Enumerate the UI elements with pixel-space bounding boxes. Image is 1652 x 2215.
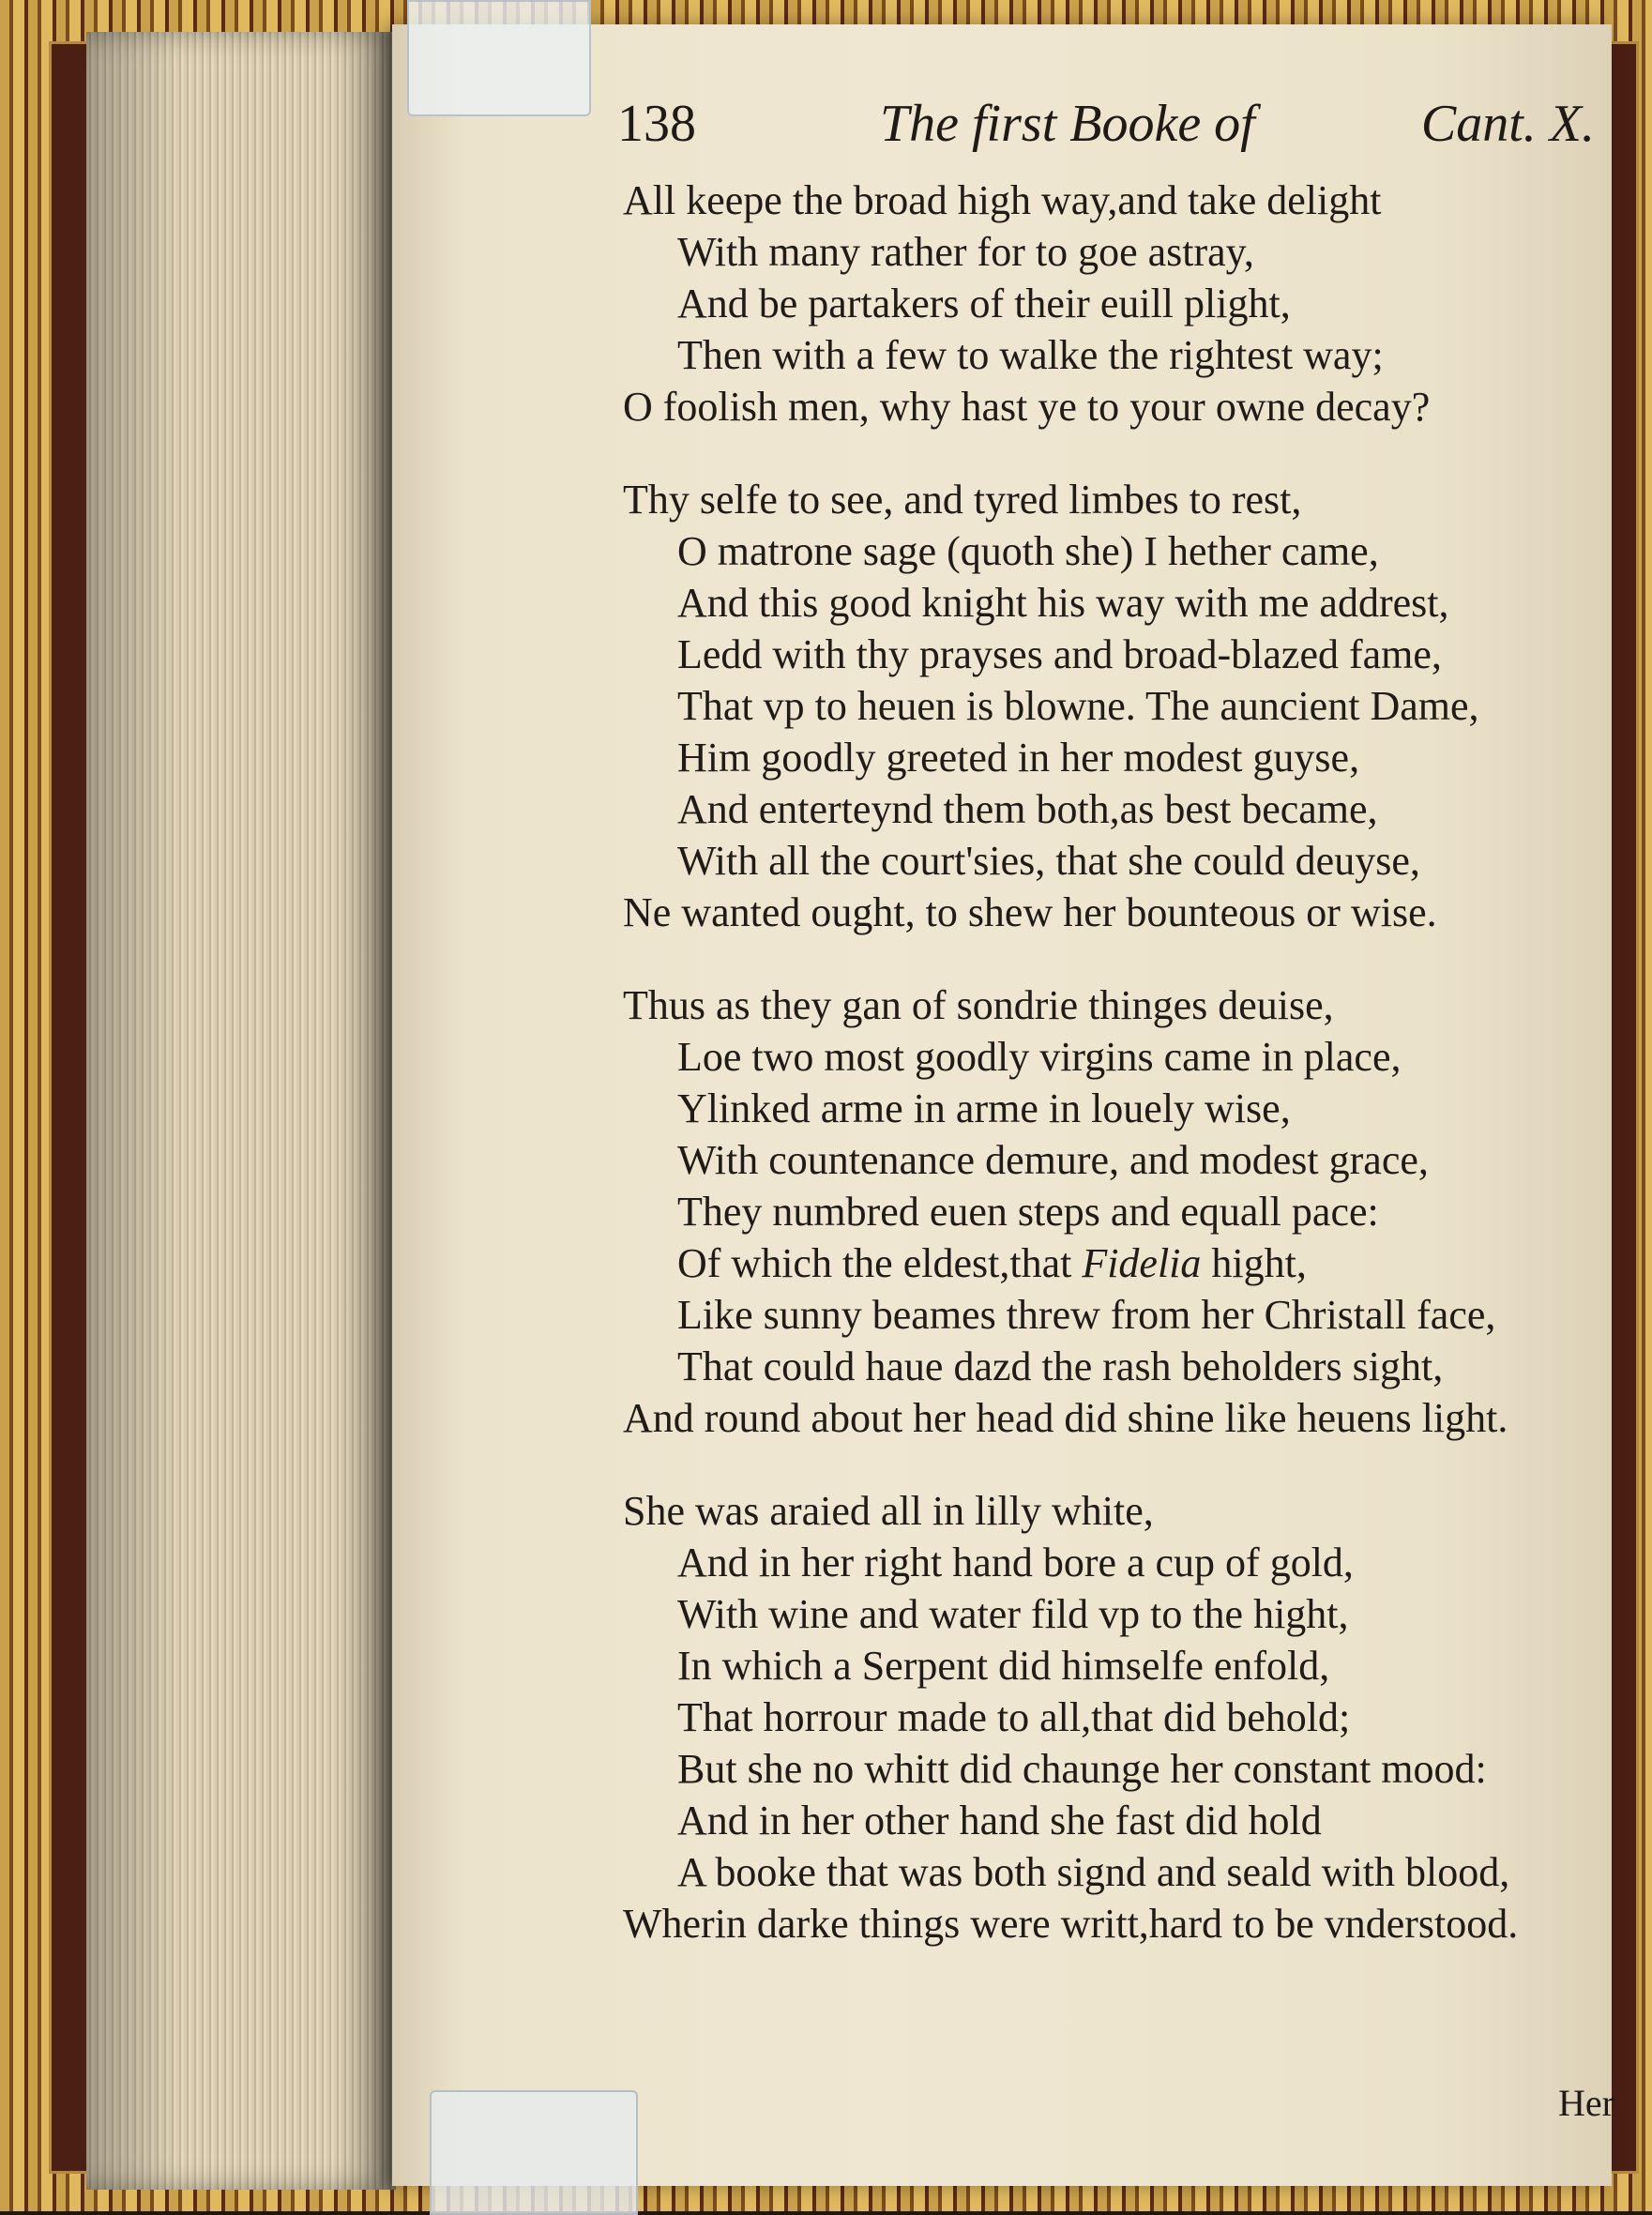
stanza (623, 174, 1608, 432)
page-edge-shadow (86, 32, 396, 2190)
verse-line (623, 1237, 1608, 1289)
verse-line-text: Of which the eldest,that (677, 1240, 1083, 1286)
page-clip-top (407, 0, 591, 116)
verse-line: Ledd with thy prayses and broad-blazed fame, (677, 631, 1442, 677)
verse-line: All keepe the broad high way,and take delight (623, 177, 1382, 223)
italic-name: Fidelia (1082, 1240, 1202, 1286)
stanza (623, 1485, 1608, 1950)
stanza (623, 979, 1608, 1444)
verse-line: And in her other hand she fast did hold (677, 1798, 1322, 1843)
verse-line: That vp to heuen is blowne. The auncient Dame, (677, 683, 1479, 729)
verse-line: With all the court'sies, that she could deuyse, (677, 838, 1420, 884)
running-head (617, 86, 1602, 161)
page-number: 138 (617, 95, 696, 153)
verse-line: O matrone sage (quoth she) I hether came, (677, 528, 1379, 574)
verse-line: And this good knight his way with me addrest, (677, 580, 1449, 626)
verse-line: And enterteynd them both,as best became, (677, 786, 1378, 832)
book-title-head: The first Booke of (880, 95, 1255, 153)
verse-line: Then with a few to walke the rightest way; (677, 332, 1384, 378)
verse-line: Ylinked arme in arme in louely wise, (677, 1085, 1291, 1131)
verse-line: Thy selfe to see, and tyred limbes to rest, (623, 477, 1302, 523)
verse-line: A booke that was both signd and seald with blood, (677, 1849, 1510, 1895)
verse-line: With wine and water fild vp to the hight, (677, 1591, 1349, 1637)
verse-line: Ne wanted ought, to shew her bounteous or wise. (623, 889, 1437, 935)
verse-line: Him goodly greeted in her modest guyse, (677, 735, 1360, 781)
verse-line: They numbred euen steps and equall pace: (677, 1189, 1379, 1235)
verse-line: In which a Serpent did himselfe enfold, (677, 1643, 1330, 1689)
verse-line: Thus as they gan of sondrie thinges deuise, (623, 982, 1334, 1028)
verse-line: But she no whitt did chaunge her constant mood: (677, 1746, 1487, 1792)
verse-line: And in her right hand bore a cup of gold, (677, 1540, 1354, 1585)
page-clip-bottom (430, 2090, 638, 2215)
verse-line: Loe two most goodly virgins came in place, (677, 1034, 1402, 1080)
verse-line: O foolish men, why hast ye to your owne decay? (623, 384, 1431, 430)
canto-label: Cant. X. (1420, 95, 1595, 153)
verse-line: Like sunny beames threw from her Christall face, (677, 1292, 1496, 1338)
verse-line: That horrour made to all,that did behold; (677, 1694, 1351, 1740)
stanza (623, 474, 1608, 938)
verse-line: With many rather for to goe astray, (677, 229, 1254, 275)
verse-text (623, 174, 1608, 1991)
verse-line: That could haue dazd the rash beholders sight, (677, 1343, 1444, 1389)
verse-line: And round about her head did shine like heuens light. (623, 1395, 1508, 1441)
verse-line-text: hight, (1201, 1240, 1307, 1286)
catchword: Her (1558, 2082, 1614, 2124)
verse-line: Wherin darke things were writt,hard to be vnderstood. (623, 1901, 1519, 1947)
verse-line: With countenance demure, and modest grace, (677, 1137, 1429, 1183)
verse-line: She was araied all in lilly white, (623, 1488, 1154, 1534)
verse-line: And be partakers of their euill plight, (677, 281, 1291, 326)
